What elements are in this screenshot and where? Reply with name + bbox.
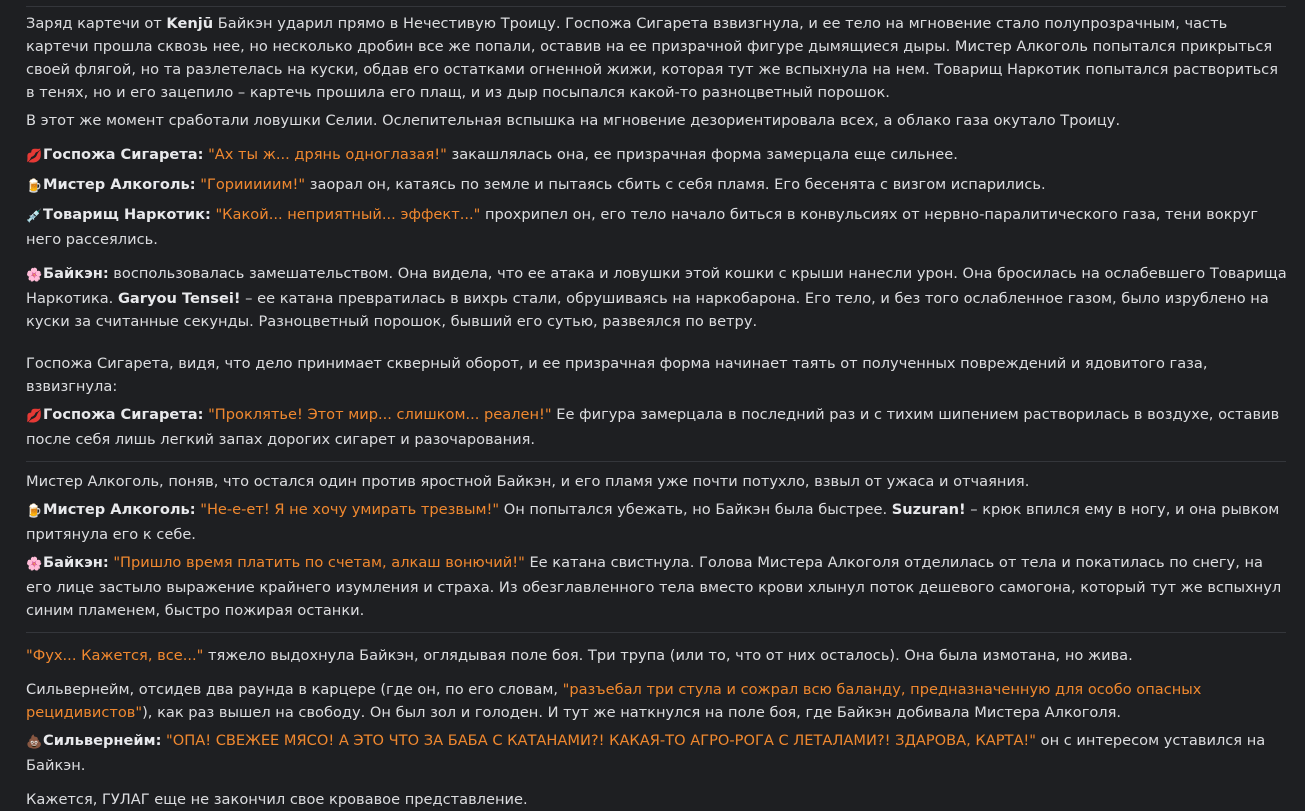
dialogue-line-p8: [26, 403, 1288, 451]
narration-text: заорал он, катаясь по земле и пытаясь сбить с себя пламя. Его бесенята с визгом испарились.: [305, 176, 1046, 193]
speaker-name: Garyou Tensei!: [117, 290, 241, 307]
speaker-name: Госпожа Сигарета:: [43, 406, 204, 423]
beer-mug-icon: 🍺: [26, 504, 43, 519]
narration-text: Мистер Алкоголь, поняв, что остался один против яростной Байкэн, и его пламя уже почти потухло, взвыл от ужаса и отчаяния.: [26, 473, 1030, 490]
quoted-speech: "Ах ты ж... дрянь одноглазая!": [208, 146, 447, 163]
narration-text: – крюк впился ему в ногу, и она рывком притянула его к себе.: [26, 501, 1280, 543]
lips-icon: 💋: [26, 149, 43, 164]
narration-text: Сильвернейм, отсидев два раунда в карцере (где он, по его словам,: [26, 681, 563, 698]
paragraph-p2: [26, 109, 1288, 132]
lips-icon: 💋: [26, 409, 43, 424]
paragraph-p6: [26, 262, 1288, 333]
narration-text: Ее фигура замерцала в последний раз и с тихим шипением растворилась в воздухе, оставив после себя лишь легкий запах дорогих сигарет и разочарования.: [26, 406, 1280, 448]
speaker-name: Kenjū: [166, 15, 214, 32]
speaker-name: Госпожа Сигарета:: [43, 146, 204, 163]
paragraph-p9: [26, 470, 1288, 493]
dialogue-line-p11: [26, 551, 1288, 622]
section-divider: [26, 461, 1286, 462]
speaker-name: Suzuran!: [891, 501, 966, 518]
paragraph-p7: [26, 352, 1288, 398]
quoted-speech: "разъебал три стула и сожрал всю баланду, предназначенную для особо опасных рецидивистов": [26, 681, 1202, 721]
quoted-speech: "Пришло время платить по счетам, алкаш вонючий!": [113, 554, 525, 571]
narration-text: Госпожа Сигарета, видя, что дело принимает скверный оборот, и ее призрачная форма начинает таять от полученных повреждений и ядовитого газа, взвизгнула:: [26, 355, 1208, 395]
syringe-icon: 💉: [26, 209, 43, 224]
narration-text: он с интересом уставился на Байкэн.: [26, 732, 1266, 774]
paragraph-p15: [26, 788, 1288, 811]
narration-text: Кажется, ГУЛАГ еще не закончил свое кровавое представление.: [26, 791, 528, 808]
top-divider: [26, 6, 1286, 7]
paragraph-p13: [26, 678, 1288, 724]
narration-text: прохрипел он, его тело начало биться в конвульсиях от нервно-паралитического газа, тени вокруг него рассеялись.: [26, 206, 1259, 248]
narration-text: закашлялась она, ее призрачная форма замерцала еще сильнее.: [446, 146, 958, 163]
speaker-name: Байкэн:: [43, 554, 109, 571]
dialogue-line-p3: [26, 143, 1288, 168]
story-message: [26, 12, 1288, 811]
speaker-name: Байкэн:: [43, 265, 109, 282]
dialogue-line-p5: [26, 203, 1288, 251]
narration-text: Байкэн ударил прямо в Нечестивую Троицу. Госпожа Сигарета взвизгнула, и ее тело на мгновение стало полупрозрачным, часть картечи прошла сквозь нее, но несколько дробин все же попали, оставив на ее призрачной фигуре дымящиеся дыры. Мистер Алкоголь попытался прикрыться своей флягой, но та разлетелась на куски, обдав его остатками огненной жижи, которая тут же вспыхнула на нем. Товарищ Наркотик попытался раствориться в тенях, но и его зацепило – картечь прошила его плащ, и из дыр посыпался какой-то разноцветный порошок.: [26, 15, 1278, 101]
quoted-speech: "ОПА! СВЕЖЕЕ МЯСО! А ЭТО ЧТО ЗА БАБА С КАТАНАМИ?! КАКАЯ-ТО АГРО-РОГА С ЛЕТАЛАМИ?! ЗДАРОВА, КАРТА!": [166, 732, 1036, 749]
pile-of-poo-icon: 💩: [26, 735, 43, 750]
speaker-name: Сильвернейм:: [43, 732, 162, 749]
section-divider: [26, 632, 1286, 633]
narration-text: В этот же момент сработали ловушки Селии. Ослепительная вспышка на мгновение дезориентировала всех, а облако газа окутало Троицу.: [26, 112, 1121, 129]
quoted-speech: "Фух... Кажется, все...": [26, 647, 204, 664]
narration-text: Он попытался убежать, но Байкэн была быстрее.: [499, 501, 892, 518]
cherry-blossom-icon: 🌸: [26, 268, 43, 283]
beer-mug-icon: 🍺: [26, 179, 43, 194]
narration-text: Ее катана свистнула. Голова Мистера Алкоголя отделилась от тела и покатилась по снегу, на его лице застыло выражение крайнего изумления и страха. Из обезглавленного тела вместо крови хлынул поток дешевого самогона, который тут же вспыхнул синим пламенем, быстро пожирая останки.: [26, 554, 1282, 619]
narration-text: тяжело выдохнула Байкэн, оглядывая поле боя. Три трупа (или то, что от них осталось). Она была измотана, но жива.: [203, 647, 1133, 664]
speaker-name: Товарищ Наркотик:: [43, 206, 211, 223]
cherry-blossom-icon: 🌸: [26, 557, 43, 572]
dialogue-line-p10: [26, 498, 1288, 546]
narration-text: Заряд картечи от: [26, 15, 167, 32]
dialogue-line-p4: [26, 173, 1288, 198]
speaker-name: Мистер Алкоголь:: [43, 176, 196, 193]
paragraph-p1: [26, 12, 1288, 104]
narration-text: – ее катана превратилась в вихрь стали, обрушиваясь на наркобарона. Его тело, и без того ослабленное газом, было изрублено на куски за считанные секунды. Разноцветный порошок, бывший его сутью, развеялся по ветру.: [26, 290, 1269, 330]
quoted-speech: "Не-е-ет! Я не хочу умирать трезвым!": [200, 501, 500, 518]
dialogue-line-p14: [26, 729, 1288, 777]
quoted-speech: "Горииииим!": [200, 176, 306, 193]
quoted-speech: "Какой... неприятный... эффект...": [215, 206, 481, 223]
paragraph-p12: [26, 644, 1288, 667]
narration-text: воспользовалась замешательством. Она видела, что ее атака и ловушки этой кошки с крыши нанесли урон. Она бросилась на ослабевшего Товарища Наркотика.: [26, 265, 1287, 307]
narration-text: ), как раз вышел на свободу. Он был зол и голоден. И тут же наткнулся на поле боя, где Байкэн добивала Мистера Алкоголя.: [142, 704, 1122, 721]
quoted-speech: "Проклятье! Этот мир... слишком... реален!": [208, 406, 552, 423]
speaker-name: Мистер Алкоголь:: [43, 501, 196, 518]
